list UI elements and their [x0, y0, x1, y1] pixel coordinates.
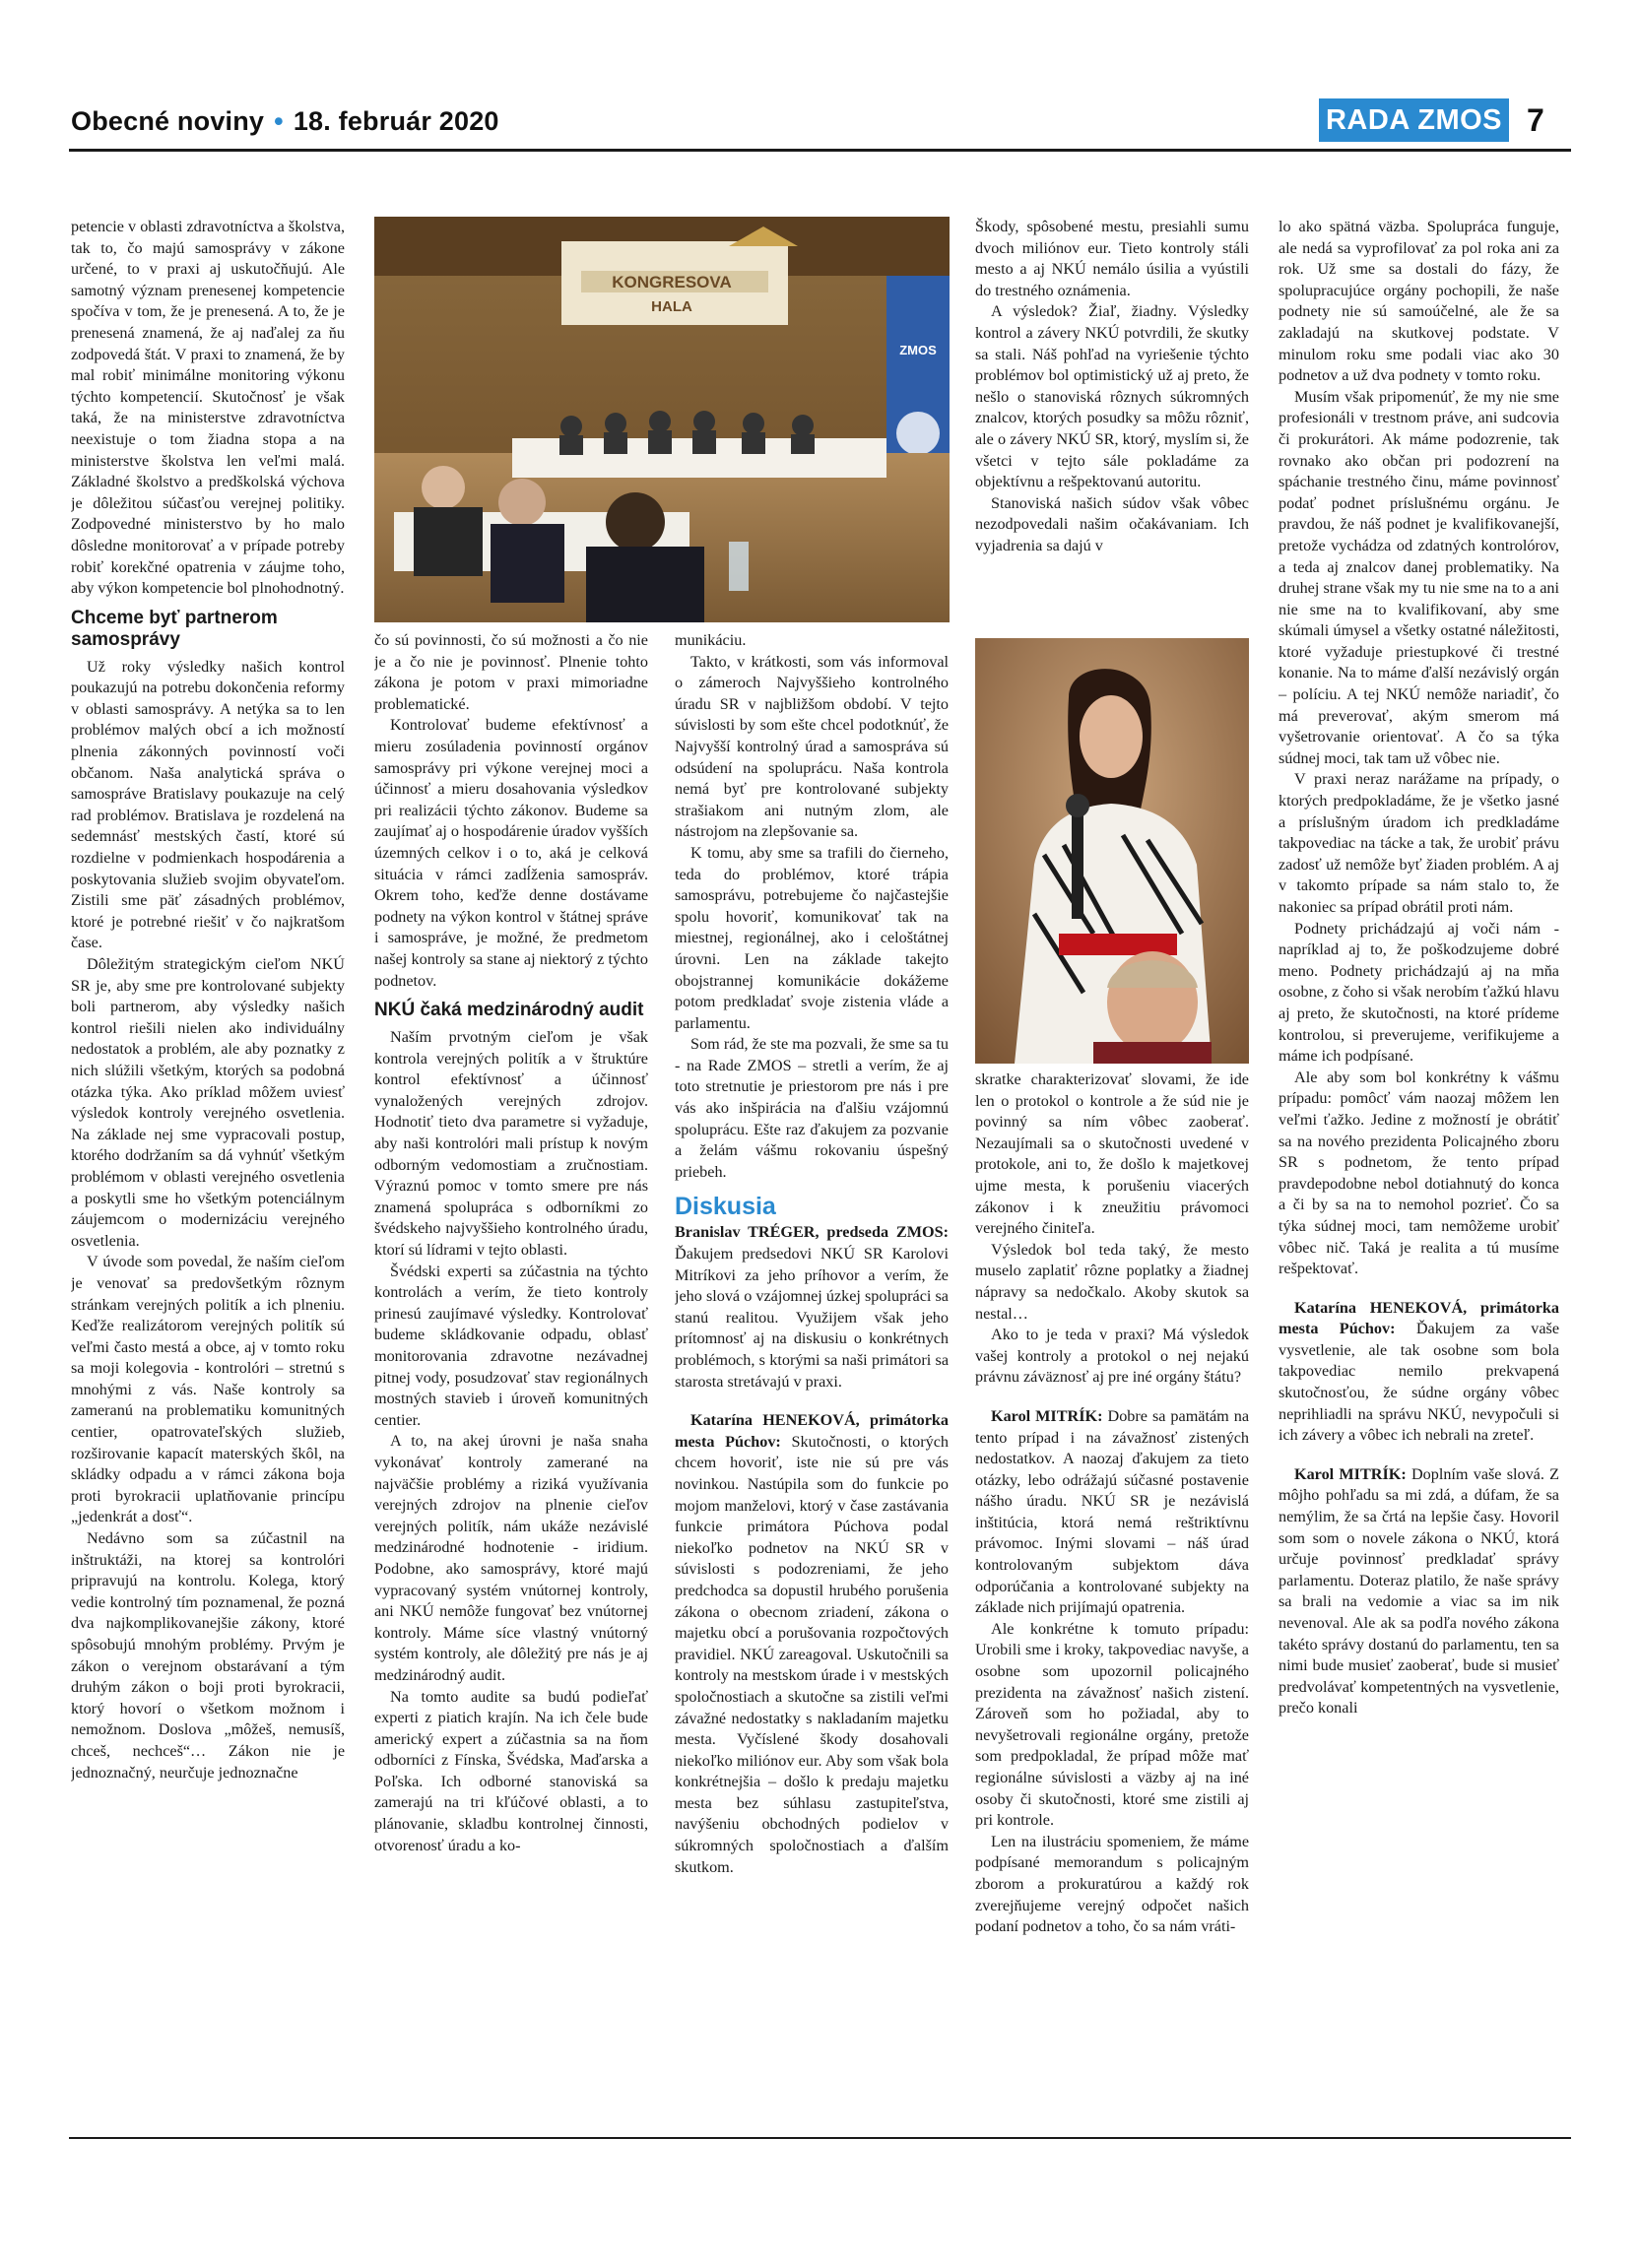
speaker-name: Branislav TRÉGER, predseda ZMOS:: [675, 1223, 949, 1242]
paragraph: Len na ilustráciu spomeniem, že máme podpísané memorandum s policajným zborom a prokuratúrou a každý rok zverejňujeme verejný odpočet našich podaní podnetov a toho, čo sa nám vráti-: [975, 1832, 1249, 1936]
paragraph: Dôležitým strategickým cieľom NKÚ SR je, aby sme pre kontrolované subjekty boli partnerom, aby výsledky našich kontrol riešili nielen ako individuálny nedostatok a problém, ale aby poznatky z nich slúžili všetkým, ktorých sa podobná otázka týka. Ako príklad môžem uviesť výsledok kontroly verejného osvetlenia. Na základe nej sme vypracovali postup, ktorého dodržaním sa dá vyhnúť všetkým problémom v oblasti verejného osvetlenia a poskytli sme ho všetkým potenciálnym záujemcom o modernizáciu verejného osvetlenia.: [71, 955, 345, 1250]
paragraph: Švédski experti sa zúčastnia na týchto kontrolách a verím, že tieto kontroly prinesú zaujímavé výsledky. Kontrolovať budeme skládkovanie odpadu, oblasť monitorovania zdravotne nezávadnej pitnej vody, posudzovať stav regionálnych mostných stavieb i úroveň komunitných centier.: [374, 1262, 648, 1429]
discussion-entry: [1279, 1464, 1559, 1719]
header-rule: [69, 149, 1571, 152]
column-4-lower: [975, 1069, 1249, 2133]
banner-text-line1: KONGRESOVA: [612, 273, 732, 292]
paragraph: Ale konkrétne k tomuto prípadu: Urobili sme i kroky, takpovediac navyše, a osobne som upozornil policajného prezidenta na závažnosť našich zistení. Zároveň som ho požiadal, aby to nevyšetrovali regionálne orgány, pretože som predpokladal, že prípad môže mať regionálne súvislosti a väzby aj na iné osoby či skutočnosti, ktoré sme zistili aj pri kontrole.: [975, 1619, 1249, 1830]
publication-name: Obecné noviny: [71, 106, 265, 136]
subheading: NKÚ čaká medzinárodný audit: [374, 1000, 644, 1021]
paragraph: V úvode som povedal, že naším cieľom je venovať sa predovšetkým rôznym stránkam verejných politík a ich plneniu. Keďže realizátorom verejných politík sú veľmi často mestá a obce, aj v tomto roku sa moji kolegovia - kontrolóri – stretnú s mnohými z vás. Naše kontroly sa zameranú na problematiku komunitných centier, opatrovateľských služieb, rozširovanie kapacít materských škôl, na skládky odpadu a v rámci zákona boja proti byrokracii uplatňovanie princípu „jedenkrát a dosť“.: [71, 1253, 345, 1526]
footer-rule: [69, 2137, 1571, 2139]
paragraph: Nedávno som sa zúčastnil na inštruktáži, na ktorej sa kontrolóri pripravujú na kontrolu. Kolega, ktorý vedie kontrolný tím poznamenal, že pozná dva najkomplikovanejšie zákony, ktoré spôsobujú mnohým problémy. Prvým je zákon o verejnom obstarávaní a tým druhým zákon o boji proti byrokracii, ktorý hovorí o všetkom možnom i nemožnom. Doslova „môžeš, nemusíš, chceš, nechceš“… Zákon nie je jednoznačný, neurčuje jednoznačne: [71, 1529, 345, 1782]
subheading: Chceme byť partnerom samosprávy: [71, 607, 278, 650]
speaker-name: Karol MITRÍK:: [1294, 1464, 1407, 1483]
conference-hall-photo: [374, 217, 950, 622]
paragraph: čo sú povinnosti, čo sú možnosti a čo nie je a čo nie je povinnosť. Plnenie tohto zákona je potom v praxi mimoriadne problematické.: [374, 631, 648, 713]
discussion-entry: [675, 1410, 949, 1878]
paragraph: skratke charakterizovať slovami, že ide len o protokol o kontrole a že súd nie je povinný sa ním vôbec zaoberať. Nezaujímali sa o skutočnosti uvedené v protokole, ani to, že došlo k majetkovej ujme mesta, k porušeniu viacerých zákonov i k zneužitiu právomoci verejného činiteľa.: [975, 1070, 1249, 1238]
paragraph: Som rád, že ste ma pozvali, že sme sa tu - na Rade ZMOS – stretli a verím, že aj toto stretnutie je priestorom pre nás i pre vás ako inšpirácia na ďalšiu vzájomnú spoluprácu. Ešte raz ďakujem za pozvanie a želám vášmu rokovaniu úspešný priebeh.: [675, 1035, 949, 1181]
issue-date: 18. február 2020: [293, 106, 499, 136]
paragraph: Už roky výsledky našich kontrol poukazujú na potrebu dokončenia reformy v oblasti samosprávy. A netýka sa to len problémov malých obcí a ich možností plnenia zákonných povinností voči občanom. Naša analytická správa o samospráve Bratislavy poukazuje na celý rad problémov. Bratislava je rozdelená na sedemnásť mestských častí, ktoré sú rozdielne v podmienkach hospodárenia a poskytovania služieb svojim obyvateľom. Zistili sme päť zásadných problémov, ktoré je potrebné riešiť v čo najkratšom čase.: [71, 657, 345, 952]
discussion-entry: [675, 1222, 949, 1393]
column-4-upper: [975, 217, 1249, 635]
column-5: [1279, 217, 1559, 2132]
banner-text-line2: HALA: [651, 298, 692, 315]
speaker-text: Doplním vaše slová. Z môjho pohľadu sa mi zdá, a dúfam, že sa nemýlim, že sa črtá na lepšie časy. Hovoril som som o novele zákona o NKÚ, ktorá určuje povinnosť predkladať správy parlamentu. Doteraz platilo, že naše správy sa brali na vedomie a viac sa im nik nevenoval. Ale ak sa podľa nového zákona takéto správy dostanú do parlamentu, ten sa nimi bude musieť zaoberať, bude si musieť predvolávať kompetentných na vysvetlenie, prečo konali: [1279, 1464, 1559, 1717]
paragraph: A to, na akej úrovni je naša snaha vykonávať kontroly zamerané na najväčšie problémy a riziká využívania verejných zdrojov na plnenie cieľov verejných politík, nám ukáže nezávislé medzinárodné hodnotenie - iridium. Podobne, ako samosprávy, ktoré majú vypracovaný systém vnútornej kontroly, ani NKÚ nemôže fungovať bez vnútornej kontroly. Máme síce vlastný vnútorný systém kontroly, ale dôležitý pre nás je aj medzinárodný audit.: [374, 1432, 648, 1684]
paragraph: Podnety prichádzajú aj voči nám - napríklad aj to, že poškodzujeme dobré meno. Podnety prichádzajú aj na mňa osobne, z čoho si však nerobím ťažkú hlavu aj preto, že skutočnosti, na ktoré prídeme kontrolou, si preverujeme, verifikujeme a máme ich podpísané.: [1279, 919, 1559, 1066]
paragraph: Stanoviská našich súdov však vôbec nezodpovedali našim očakávaniam. Ich vyjadrenia sa dajú v: [975, 493, 1249, 554]
paragraph: lo ako spätná väzba. Spolupráca funguje, ale nedá sa vyprofilovať za pol roka ani za rok. Už sme sa dostali do fázy, že spolupracujúce orgány pochopili, že naše podnety nie sú samoúčelné, ale že sa zakladajú na skutkovej podstate. V minulom roku sme podali viac ako 30 podnetov a už dva podnety v tomto roku.: [1279, 218, 1559, 385]
paragraph: Kontrolovať budeme efektívnosť a mieru zosúladenia povinností orgánov samosprávy pri výkone verejnej moci a účinnosť a mieru dosahovania výsledkov pri realizácii týchto zákonov. Budeme sa zaujímať aj o hospodárenie úradov vyšších územných celkov i o to, aká je celková situácia v rámci zadĺženia samospráv. Okrem toho, keďže denne dostávame podnety na výkon kontrol v štátnej správe i samospráve, je možné, že predmetom našej kontroly sa stane aj niektorý z týchto podnetov.: [374, 716, 648, 990]
speaker-portrait-photo: [975, 638, 1249, 1064]
running-header: [71, 106, 499, 137]
speaker-text: Skutočnosti, o ktorých chcem hovoriť, iste nie sú pre vás novinkou. Nastúpila som do funkcie po mojom manželovi, ktorý v čase zastávania funkcie primátora Púchova podal niekoľko podnetov na NKÚ SR v súvislosti s podozreniami, že jeho predchodca sa dopustil hrubého porušenia zákona o obecnom zriadení, zákona o majetku obcí a porušovania rozpočtových pravidiel. NKÚ zareagoval. Uskutočnili sa kontroly na mestskom úrade i v mestských spoločnostiach a skutočne sa zistili veľmi závažné nedostatky s nakladaním majetku mesta. Vyčíslené škody dosahovali niekoľko miliónov eur. Aby som však bola konkrétnejšia – došlo k predaju majetku mesta bez súhlasu zastupiteľstva, navýšeniu obchodných podielov v súkromných spoločnostiach a ďalším skutkom.: [675, 1432, 949, 1876]
paragraph: munikáciu.: [675, 631, 747, 649]
paragraph: Naším prvotným cieľom je však kontrola verejných politík a v štruktúre kontrol efektívnosť a účinnosť vynaložených verejných zdrojov. Hodnotiť tieto dva parametre si vyžaduje, aby naši kontrolóri mali prístup k novým odborným vedomostiam a zručnostiam. Výraznú pomoc v tomto smere pre nás znamená spolupráca s odborníkmi zo švédskeho najvyššieho kontrolného úradu, ktorí sú lídrami v tejto oblasti.: [374, 1028, 648, 1260]
section-heading: Diskusia: [675, 1193, 776, 1221]
paragraph: petencie v oblasti zdravotníctva a školstva, tak to, čo majú samosprávy v zákone určené, to v praxi aj uskutočňujú. Ale samotný význam prenesenej kompetencie spočíva v tom, že je prenesená. A to, že je prenesená znamená, že aj naďalej za ňu zodpovedá štát. V praxi to znamená, že by mal robiť minimálne monitoring výkonu týchto kompetencií. Skutočnosť je však taká, že na ministerstve zdravotníctva neexistuje o tom žiadna stopa a na ministerstve školstva len veľmi malá. Základné školstvo a predškolská výchova je dôležitou súčasťou verejnej politiky. Zodpovedné ministerstvo by ho malo dôsledne monitorovať a v prípade potreby robiť korekčné opatrenia v záujme toho, aby výkon kompetencie bol plnohodnotný.: [71, 218, 345, 598]
column-3: [675, 630, 949, 2132]
column-1: [71, 217, 345, 2132]
paragraph: Na tomto audite sa budú podieľať experti z piatich krajín. Na ich čele bude americký expert a zúčastnia sa na ňom odborníci z Fínska, Švédska, Maďarska a Poľska. Ich odborné stanoviská sa zamerajú na tri kľúčové oblasti, a to plánovanie, skladbu kontrolnej činnosti, otvorenosť úradu a ko-: [374, 1687, 648, 1854]
speaker-text: Ďakujem za vaše vysvetlenie, ale tak osobne som bola takpovediac nemilo prekvapená skutočnosťou, že súdne orgány vôbec neprihliadli na správu NKÚ, nevypočuli si ich závery a vôbec ich nebrali na zreteľ.: [1279, 1320, 1559, 1445]
paragraph: Musím však pripomenúť, že my nie sme profesionáli v trestnom práve, ani sudcovia či prokurátori. Ak máme podozrenie, tak rovnako ako občan pri podozrení na spáchanie trestného činu, máme povinnosť podať podnet príslušnému orgánu. Je pravdou, že náš podnet je kvalifikovanejší, pretože vychádza od zdatných kontrolórov, a teda aj znalcov danej problematiky. Na druhej strane však my tu nie sme na to a ani nie sme na to kvalifikovaní, aby sme skúmali úmysel a všetky ostatné náležitosti, ktoré vyžaduje priestupkové či trestné konanie. Na to máme ďalší nezávislý orgán – políciu. A tej NKÚ nemôže nariadiť, čo má preverovať, akým smerom má vyšetrovanie orientovať. A čo sa týka súdnej moci, tak tam už vôbec nie.: [1279, 387, 1559, 767]
paragraph: Ale aby som bol konkrétny k vášmu prípadu: pomôcť vám naozaj môžem len veľmi ťažko. Jedine z možností je obrátiť sa na nového prezidenta Policajného zboru SR s podnetom, že tento prípad pravdepodobne nebol dotiahnutý do konca a či by sa na to nemohol pozrieť. Čo sa týka súdnej moci, tam nemôžeme urobiť vôbec nič. Taká je realita a tú musíme rešpektovať.: [1279, 1068, 1559, 1278]
paragraph: K tomu, aby sme sa trafili do čierneho, teda do problémov, ktoré trápia samosprávu, potrebujeme čo najčastejšie spolu hovoriť, komunikovať tak na miestnej, regionálnej, ako i celoštátnej úrovni. Len na základe takejto obojstrannej komunikácie dokážeme potom predkladať svoje zistenia vláde a parlamentu.: [675, 843, 949, 1032]
paragraph: A výsledok? Žiaľ, žiadny. Výsledky kontrol a závery NKÚ potvrdili, že skutky sa stali. Náš pohľad na vyriešenie týchto problémov bol optimistický už aj preto, že nešlo o stanoviská rôznych súkromných znalcov, ktorých posudky sa môžu rôzniť, ale o závery NKÚ SR, ktorý, myslím si, že všetci v tejto sále pokladáme za objektívnu a rešpektovanú autoritu.: [975, 302, 1249, 491]
speaker-name: Karol MITRÍK:: [991, 1406, 1103, 1425]
speaker-text: Dobre sa pamätám na tento prípad i na závažnosť zistených nedostatkov. A naozaj ďakujem za tieto otázky, lebo odrážajú súčasné postavenie nášho úradu. NKÚ SR je nezávislá inštitúcia, ktorá nemá reštriktívnu právomoc. Inými slovami – náš úrad kontrolovaným subjektom dáva odporúčania a kontrolované subjekty na základe nich prijímajú opatrenia.: [975, 1406, 1249, 1617]
discussion-entry: [975, 1406, 1249, 1619]
paragraph: Takto, v krátkosti, som vás informoval o zámeroch Najvyššieho kontrolného úradu SR v najbližšom období. V tejto súvislosti by som ešte chcel podotknúť, že Najvyšší kontrolný úrad a samospráva sú odsúdení na spoluprácu. Naša kontrola nemá byť pre kontrolované subjekty strašiakom ani nutným zlom, ale nástrojom na zlepšovanie sa.: [675, 652, 949, 841]
speaker-text: Ďakujem predsedovi NKÚ SR Karolovi Mitríkovi za jeho príhovor a verím, že jeho slová o vzájomnej úzkej spolupráci sa stanú realitou. Využijem však jeho prítomnosť aj na diskusiu o konkrétnych problémoch, s ktorými sa naši primátori sa starosta stretávajú v praxi.: [675, 1245, 949, 1391]
column-2: [374, 630, 648, 2132]
discussion-entry: [1279, 1298, 1559, 1447]
speaker-name: Katarína HENEKOVÁ, primátorka mesta Púchov:: [675, 1411, 949, 1451]
section-badge: RADA ZMOS: [1319, 98, 1509, 142]
page-number: 7: [1527, 102, 1544, 138]
paragraph: Ako to je teda v praxi? Má výsledok vašej kontroly a protokol o nej nejakú právnu záväznosť aj pre iné orgány štátu?: [975, 1326, 1249, 1387]
paragraph: Výsledok bol teda taký, že mesto muselo zaplatiť rôzne poplatky a žiadnej nápravy sa nedočkalo. Akoby skutok sa nestal…: [975, 1240, 1249, 1323]
paragraph: Škody, spôsobené mestu, presiahli sumu dvoch miliónov eur. Tieto kontroly stáli mesto a aj NKÚ nemálo úsilia a vyústili do trestného oznámenia.: [975, 218, 1249, 299]
flag-text: ZMOS: [899, 343, 937, 357]
paragraph: V praxi neraz narážame na prípady, o ktorých predpokladáme, že je všetko jasné a príslušným úradom ich predkladáme takpovediac na tácke a tak, že urobiť právu zadosť už nemôže byť žiaden problém. A aj v takomto prípade sa nám stalo to, že nakoniec sa prípad obrátil proti nám.: [1279, 770, 1559, 916]
speaker-name: Katarína HENEKOVÁ, primátorka mesta Púchov:: [1279, 1298, 1559, 1338]
header-separator: •: [274, 106, 284, 136]
